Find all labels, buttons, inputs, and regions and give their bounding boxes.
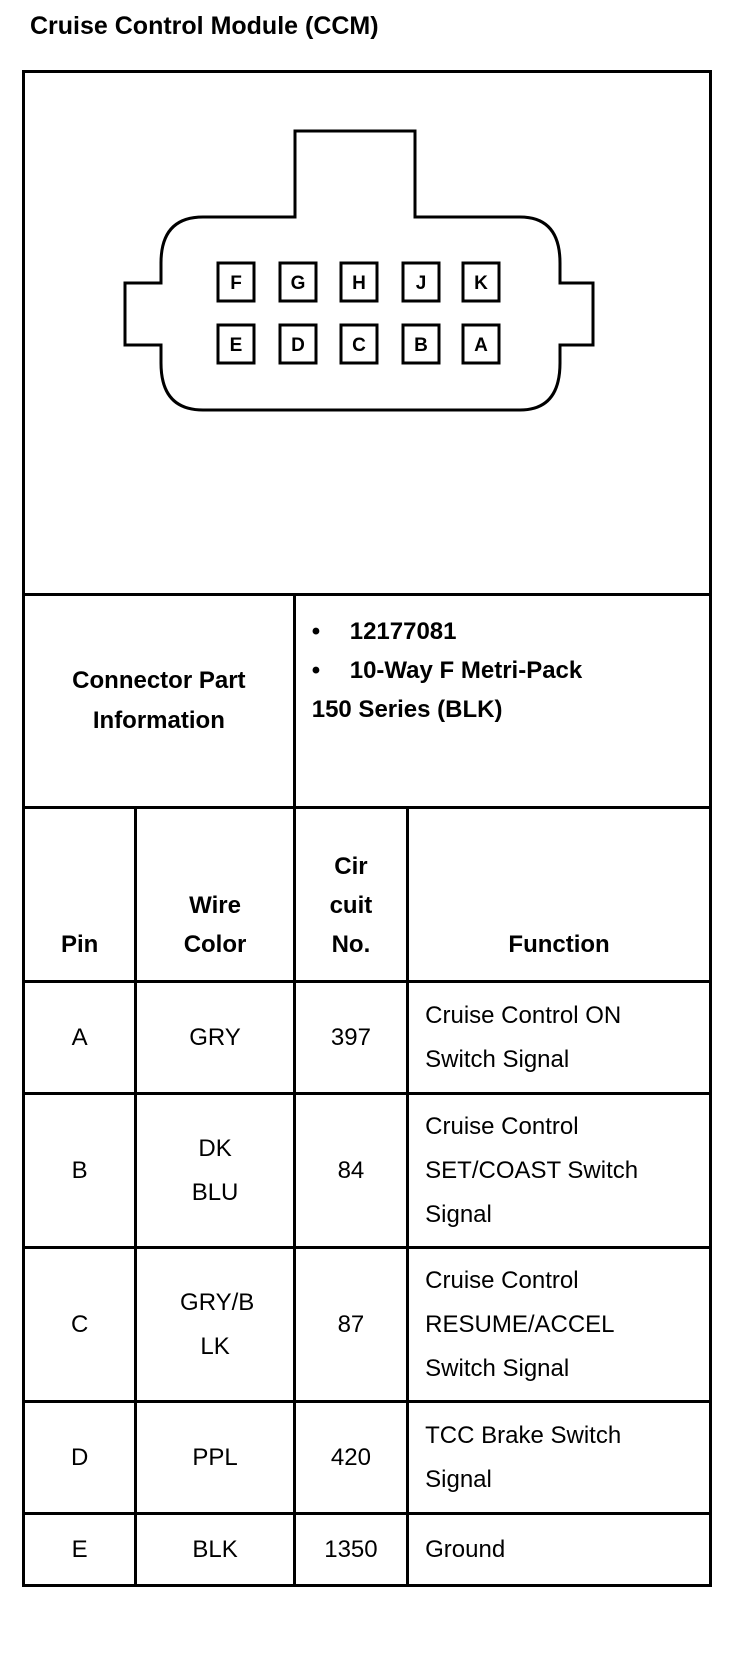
pin-label-d: D [291, 335, 305, 356]
pin-label-j: J [415, 273, 427, 294]
table-row [24, 982, 711, 1094]
cell-circuit-no: 87 [294, 1248, 407, 1402]
cell-wire-color: BLK [136, 1514, 294, 1586]
pin-label-e: E [229, 335, 243, 356]
table-header-row [24, 808, 711, 982]
cell-pin: D [24, 1402, 136, 1514]
cell-pin: C [24, 1248, 136, 1402]
cell-function: Cruise Control ON Switch Signal [408, 982, 711, 1094]
part-series: 150 Series (BLK) [311, 696, 503, 723]
table-row [24, 1094, 711, 1248]
cell-wire-color: GRY [136, 982, 294, 1094]
cell-pin: A [24, 982, 136, 1094]
table-row [24, 1402, 711, 1514]
part-info-row [24, 595, 711, 808]
part-number: 12177081 [349, 618, 457, 645]
pin-label-c: C [352, 335, 366, 356]
connector-housing [125, 131, 593, 410]
header-wire-color: Wire Color [136, 808, 294, 982]
table-row [24, 1514, 711, 1586]
pins-top-row [218, 263, 499, 301]
cell-function: Cruise Control SET/COAST Switch Signal [408, 1094, 711, 1248]
cell-wire-color: GRY/B LK [136, 1248, 294, 1402]
cell-circuit-no: 420 [294, 1402, 407, 1514]
cell-pin: E [24, 1514, 136, 1586]
pin-label-f: F [230, 273, 242, 294]
cell-function: Cruise Control RESUME/ACCEL Switch Signal [408, 1248, 711, 1402]
page-title: Cruise Control Module (CCM) [30, 12, 379, 40]
pin-label-k: K [474, 273, 488, 294]
pins-bottom-row [218, 325, 499, 363]
pin-label-a: A [474, 335, 488, 356]
pinout-table [22, 593, 712, 1587]
part-type: 10-Way F Metri-Pack [349, 657, 583, 684]
header-pin: Pin [24, 808, 136, 982]
pin-label-h: H [352, 273, 366, 294]
pin-label-g: G [290, 273, 306, 294]
part-info-label: Connector Part Information [24, 595, 295, 808]
cell-circuit-no: 397 [294, 982, 407, 1094]
part-info-details: • 12177081 • 10-Way F Metri-Pack 150 Series (BLK) [294, 595, 710, 808]
cell-circuit-no: 1350 [294, 1514, 407, 1586]
cell-wire-color: DK BLU [136, 1094, 294, 1248]
cell-function: TCC Brake Switch Signal [408, 1402, 711, 1514]
header-circuit-no: Cir cuit No. [294, 808, 407, 982]
cell-wire-color: PPL [136, 1402, 294, 1514]
cell-function: Ground [408, 1514, 711, 1586]
table-row [24, 1248, 711, 1402]
connector-diagram [22, 70, 712, 596]
connector-outline [25, 73, 715, 599]
cell-pin: B [24, 1094, 136, 1248]
pin-label-b: B [414, 335, 428, 356]
cell-circuit-no: 84 [294, 1094, 407, 1248]
header-function: Function [408, 808, 711, 982]
